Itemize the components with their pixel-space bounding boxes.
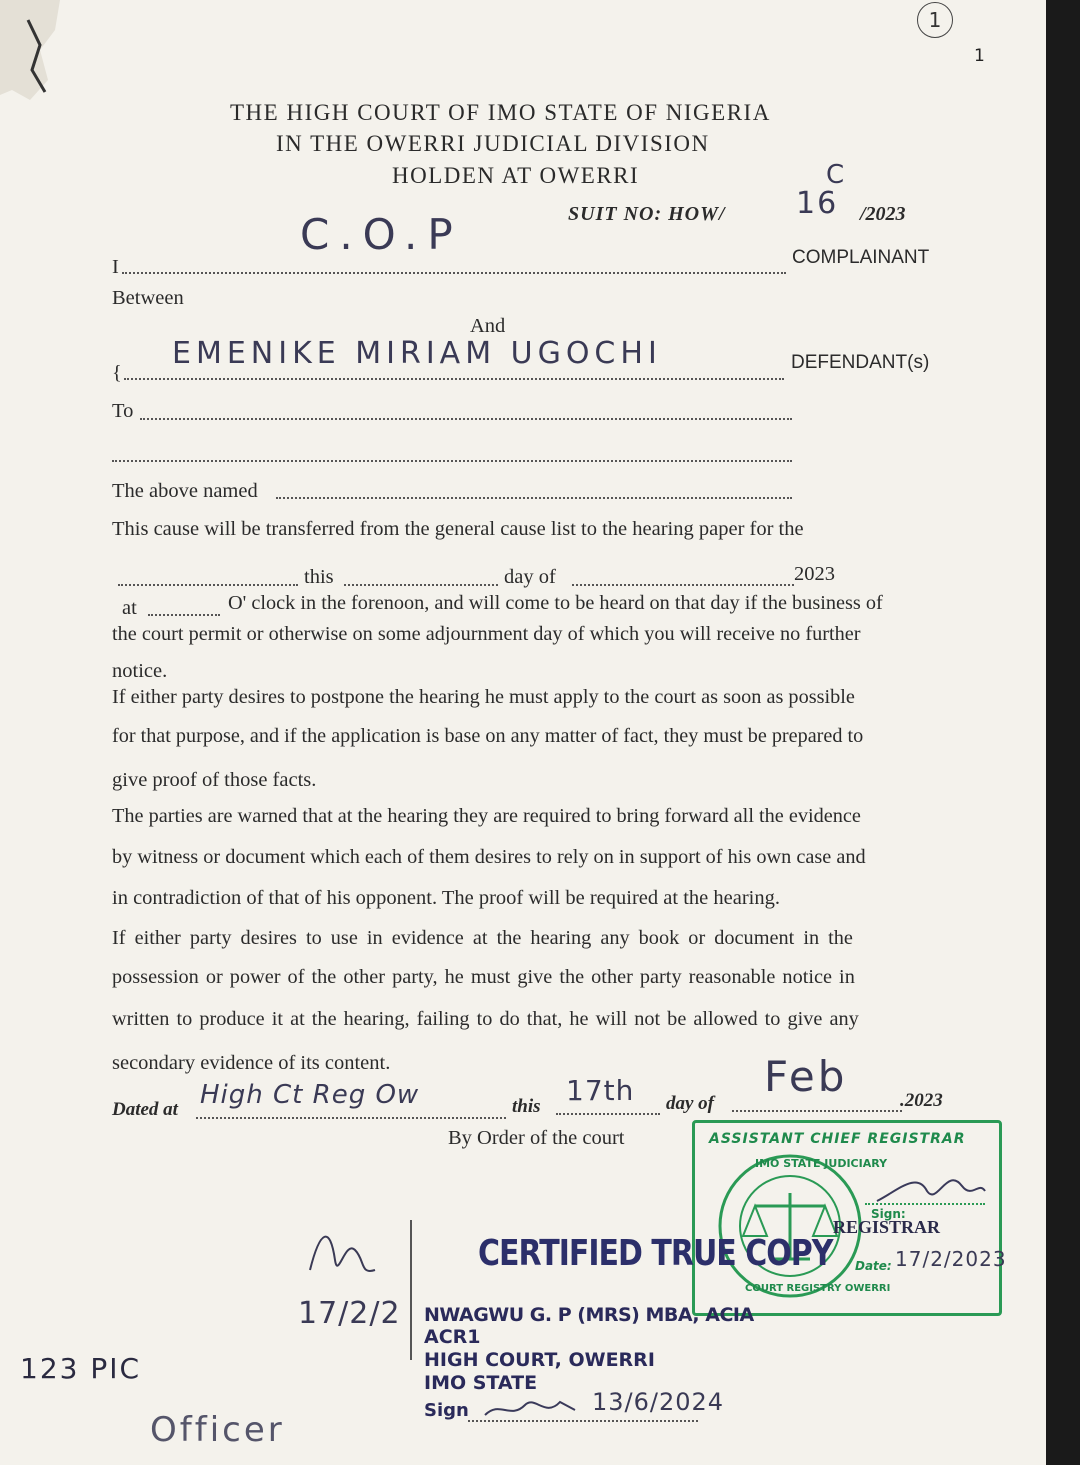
above-named-label: The above named [112,480,258,502]
complainant-label: COMPLAINANT [792,247,930,268]
dated-day: 17th [566,1074,635,1107]
paragraph-5-line-3: written to produce it at the hearing, failing to do that, he will not be allowed to give any [112,1008,859,1030]
to-line-1 [140,418,792,420]
to-line-2 [112,460,792,462]
certified-true-copy-title: CERTIFIED TRUE COPY [478,1232,833,1275]
certified-line-3: HIGH COURT, OWERRI [424,1349,655,1371]
dated-dayof-label: day of [666,1093,715,1114]
handwritten-left-note: 123 PIC [20,1352,142,1385]
paragraph-5-line-1: If either party desires to use in evidence at the hearing any book or document in the [112,927,853,949]
suit-number-letter: C [826,160,849,190]
dated-month-line [732,1110,902,1112]
stamp-date-value: 17/2/2023 [895,1247,1007,1271]
above-named-line [276,497,792,499]
seal-ring-top: IMO STATE JUDICIARY [755,1157,888,1170]
to-label: To [112,400,134,422]
officer-initials-signature [290,1220,380,1290]
paragraph-2-line-3: notice. [112,660,168,682]
paragraph-3-line-2: for that purpose, and if the application is base on any matter of fact, they must be prepared to [112,725,864,747]
defendant-label: DEFENDANT(s) [791,352,930,373]
suit-number-value: 16 [796,186,839,221]
certified-sign-date: 13/6/2024 [592,1388,725,1416]
stamp-date-label: Date: [855,1259,892,1273]
paragraph-1-blank-3 [572,584,794,586]
dated-day-line [556,1113,660,1115]
division-title: IN THE OWERRI JUDICIAL DIVISION [276,131,710,156]
dated-year: .2023 [900,1090,943,1111]
stamp-registrar-label: REGISTRAR [833,1217,941,1237]
dated-at-label: Dated at [112,1099,178,1120]
certified-line-2: ACR1 [424,1326,481,1348]
paragraph-1-this: this [304,566,334,588]
handwritten-officer: Officer [150,1410,285,1450]
paragraph-5-line-2: possession or power of the other party, he must give the other party reasonable notice in [112,966,855,988]
holden-title: HOLDEN AT OWERRI [392,163,640,188]
scan-border [1046,0,1080,1465]
and-label: And [470,315,506,337]
green-registrar-stamp [692,1120,1007,1316]
paragraph-2-blank [148,614,220,616]
certified-officer-name: NWAGWU G. P (MRS) MBA, ACIA [424,1304,754,1326]
by-order-label: By Order of the court [448,1127,625,1149]
paragraph-1-blank-2 [344,584,498,586]
paragraph-2-line-1: O' clock in the forenoon, and will come to be heard on that day if the business of [228,592,883,614]
complainant-line [122,272,786,274]
between-label: Between [112,287,184,309]
certified-line-4: IMO STATE [424,1372,538,1394]
paragraph-4-line-3: in contradiction of that of his opponent. The proof will be required at the hearing. [112,887,780,909]
seal-ring-bottom: COURT REGISTRY OWERRI [745,1283,891,1294]
paragraph-1-line-1: This cause will be transferred from the general cause list to the hearing paper for the [112,518,804,540]
defendant-prefix: { [112,362,122,384]
complainant-name: C.O.P [300,210,463,259]
stamp-top-text: ASSISTANT CHIEF REGISTRAR [709,1131,966,1147]
suit-number-label: SUIT NO: HOW/ [568,203,726,225]
paragraph-3-line-1: If either party desires to postpone the hearing he must apply to the court as soon as possible [112,686,855,708]
handwritten-date-note: 17/2/2 [298,1296,401,1331]
circled-page-mark: 1 [917,2,953,38]
dated-place-line [196,1117,506,1119]
defendant-line [124,378,784,380]
torn-corner-mark [0,0,90,110]
paragraph-1-year: 2023 [794,563,835,585]
dated-month: Feb [764,1052,848,1101]
complainant-prefix: I [112,256,119,278]
paragraph-2-line-2: the court permit or otherwise on some adjournment day of which you will receive no further [112,623,861,645]
suit-year: /2023 [860,203,906,225]
registrar-signature [867,1161,987,1211]
dated-this-label: this [512,1096,541,1117]
court-title: THE HIGH COURT OF IMO STATE OF NIGERIA [230,100,771,125]
paragraph-4-line-1: The parties are warned that at the hearing they are required to bring forward all the evidence [112,805,861,827]
stamp-sign-label: Sign: [871,1207,906,1221]
paragraph-3-line-3: give proof of those facts. [112,769,317,791]
paragraph-5-line-4: secondary evidence of its content. [112,1052,391,1074]
paragraph-2-at: at [122,597,137,619]
paragraph-4-line-2: by witness or document which each of them desires to rely on in support of his own case and [112,846,866,868]
vertical-divider [410,1220,412,1360]
certified-sign-label: Sign [424,1400,469,1421]
dated-place: High Ct Reg Ow [200,1080,420,1110]
paragraph-1-blank-1 [118,584,298,586]
defendant-name: EMENIKE MIRIAM UGOCHI [172,336,662,371]
page-number: 1 [974,46,985,66]
paragraph-1-dayof: day of [504,566,556,588]
certifier-signature [480,1390,580,1425]
